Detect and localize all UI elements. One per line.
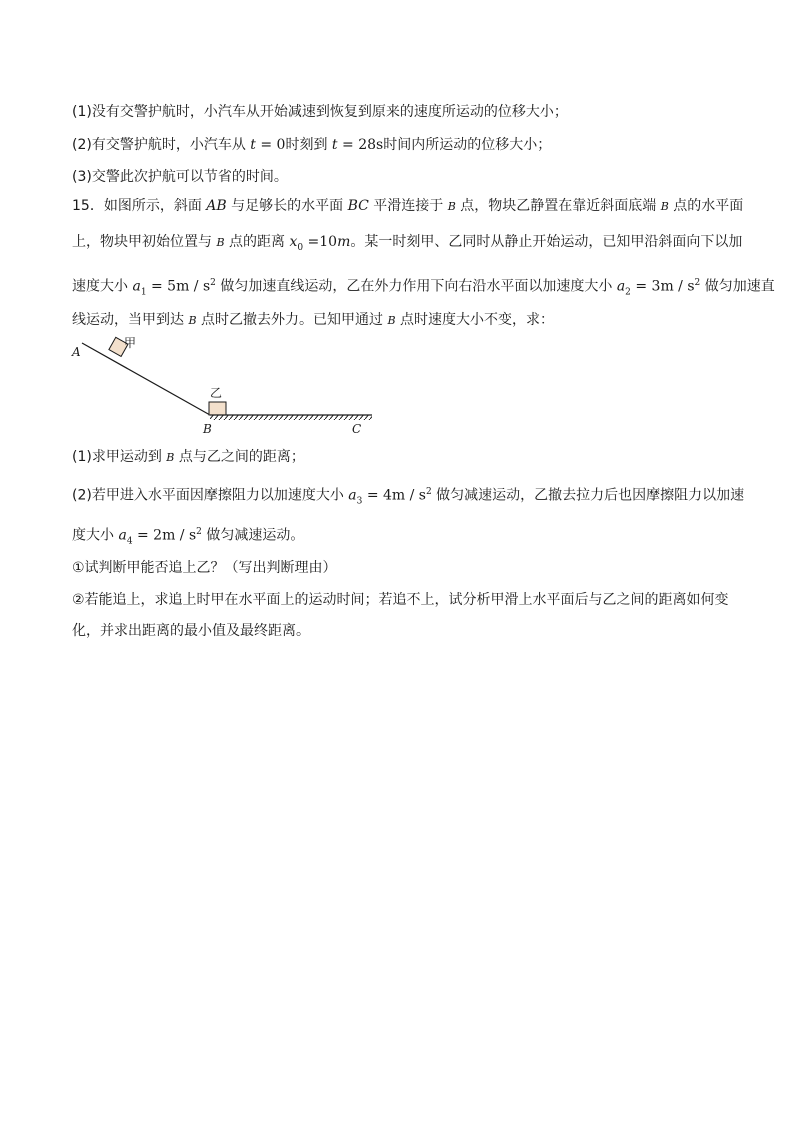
q15-line-3 bbox=[72, 273, 775, 302]
math-a2: a bbox=[616, 278, 626, 295]
block-yi bbox=[209, 402, 226, 415]
subquestion-2-item-1 bbox=[72, 558, 337, 578]
text-q15-3c: 做匀加速直 bbox=[700, 278, 775, 295]
math-B3: B bbox=[216, 236, 225, 249]
incline-diagram-svg bbox=[60, 335, 380, 440]
text-q15-3a: 速度大小 bbox=[72, 278, 133, 295]
text-p3b: 做匀减速运动。 bbox=[201, 527, 305, 544]
text-q15-2a: 上，物块甲初始位置与 bbox=[72, 234, 217, 250]
q15-line-2 bbox=[72, 232, 742, 258]
label-yi: 乙 bbox=[210, 386, 223, 400]
math-t: t bbox=[250, 137, 256, 153]
math-a2-eq: = 3m / s bbox=[630, 278, 695, 295]
text-p2b: 做匀减速运动，乙撤去拉力后也因摩擦阻力以加速 bbox=[431, 487, 745, 504]
incline-line bbox=[82, 343, 210, 415]
math-BC: BC bbox=[347, 198, 369, 214]
math-a3: a bbox=[348, 487, 357, 504]
math-a1-sub: 1 bbox=[140, 287, 147, 298]
math-m: m bbox=[337, 234, 351, 250]
math-a1-sup: 2 bbox=[210, 278, 216, 288]
text-q15-4a: 线运动，当甲到达 bbox=[72, 312, 189, 328]
label-C: C bbox=[352, 422, 362, 436]
subquestion-2-item-2-line-2 bbox=[72, 621, 310, 641]
math-a3-sup: 2 bbox=[426, 487, 432, 497]
q15-line-1 bbox=[72, 196, 743, 217]
text-p1a: (1)求甲运动到 bbox=[72, 449, 167, 465]
math-a3-eq: = 4m / s bbox=[362, 487, 426, 504]
math-AB: AB bbox=[206, 198, 227, 214]
math-a3-sub: 3 bbox=[356, 496, 363, 507]
math-a4-sub: 4 bbox=[126, 536, 133, 547]
text-q15-4b: 点时乙撤去外力。已知甲通过 bbox=[196, 312, 388, 328]
label-B: B bbox=[203, 422, 212, 436]
subquestion-2-line-1 bbox=[72, 482, 744, 511]
math-B5: B bbox=[387, 314, 396, 327]
question-part-1 bbox=[72, 102, 568, 122]
text-q15-3b: 做匀加速直线运动，乙在外力作用下向右沿水平面以加速度大小 bbox=[215, 278, 617, 295]
label-A: A bbox=[72, 345, 81, 359]
math-x-sub: 0 bbox=[297, 242, 304, 253]
text-l2b: 时刻到 bbox=[285, 137, 332, 153]
text-c2-2: 化，并求出距离的最小值及最终距离。 bbox=[72, 623, 310, 639]
text-l2a: (2)有交警护航时，小汽车从 bbox=[72, 137, 251, 153]
math-B6: B bbox=[166, 451, 175, 464]
text-q15-1a: 15．如图所示，斜面 bbox=[72, 198, 207, 214]
math-a4-eq: = 2m / s bbox=[132, 527, 197, 544]
ground-hatch bbox=[210, 415, 372, 420]
text-l2c: 时间内所运动的位移大小； bbox=[383, 137, 552, 153]
text-q15-4c: 点时速度大小不变，求： bbox=[395, 312, 554, 328]
text-c1: ①试判断甲能否追上乙？（写出判断理由） bbox=[72, 560, 337, 576]
math-eq0: = 0 bbox=[255, 137, 286, 153]
q15-line-4 bbox=[72, 310, 554, 331]
math-a1-eq: = 5m / s bbox=[146, 278, 211, 295]
math-a2-sub: 2 bbox=[625, 287, 631, 298]
math-B4: B bbox=[188, 314, 197, 327]
math-eq1: = 28s bbox=[337, 137, 384, 153]
text-p2a: (2)若甲进入水平面因摩擦阻力以加速度大小 bbox=[72, 487, 349, 504]
math-a4-sup: 2 bbox=[196, 527, 202, 537]
text-p1b: 点与乙之间的距离； bbox=[174, 449, 305, 465]
subquestion-2-line-2 bbox=[72, 522, 304, 551]
math-a1: a bbox=[132, 278, 141, 295]
text-p3a: 度大小 bbox=[72, 527, 119, 544]
incline-diagram bbox=[60, 335, 380, 440]
text-c2-1: ②若能追上，求追上时甲在水平面上的运动时间；若追不上，试分析甲滑上水平面后与乙之间的距离如何变 bbox=[72, 592, 729, 608]
text-l3: (3)交警此次护航可以节省的时间。 bbox=[72, 169, 288, 185]
label-jia: 甲 bbox=[124, 336, 137, 350]
question-part-3 bbox=[72, 167, 288, 187]
subquestion-2-item-2-line-1 bbox=[72, 590, 729, 610]
text-q15-1d: 点，物块乙静置在靠近斜面底端 bbox=[455, 198, 661, 214]
math-a4: a bbox=[118, 527, 127, 544]
text-q15-2c: 。某一时刻甲、乙同时从静止开始运动，已知甲沿斜面向下以加 bbox=[350, 234, 743, 250]
math-B: B bbox=[447, 200, 456, 213]
math-a2-sup: 2 bbox=[694, 278, 701, 288]
text-q15-1e: 点的水平面 bbox=[668, 198, 744, 214]
math-x: x bbox=[289, 234, 298, 250]
question-part-2 bbox=[72, 135, 551, 155]
math-t1: t bbox=[331, 137, 338, 153]
text-q15-1b: 与足够长的水平面 bbox=[226, 198, 348, 214]
text-q15-1c: 平滑连接于 bbox=[368, 198, 448, 214]
math-x-eq: =10 bbox=[303, 234, 338, 250]
text-l1: (1)没有交警护航时，小汽车从开始减速到恢复到原来的速度所运动的位移大小； bbox=[72, 104, 568, 120]
math-B2: B bbox=[660, 200, 669, 213]
text-q15-2b: 点的距离 bbox=[224, 234, 290, 250]
subquestion-1 bbox=[72, 447, 305, 468]
